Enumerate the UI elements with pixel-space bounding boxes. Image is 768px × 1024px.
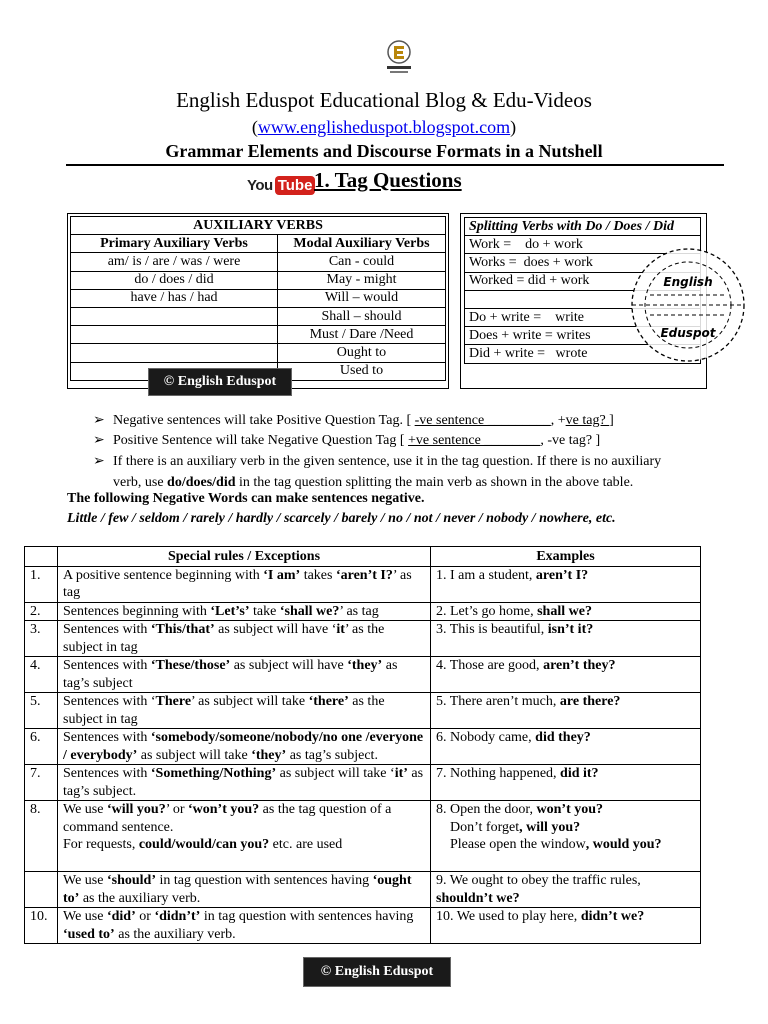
bullet-rule-positive: ➢ Positive Sentence will take Negative Question Tag [ +ve sentence ________, -ve tag? ] — [93, 430, 713, 451]
bullet-rule-auxiliary-cont: verb, use do/does/did in the tag question splitting the main verb as shown in the above table. — [113, 475, 634, 490]
rule-number: 3. — [25, 621, 58, 657]
split-cell: Work = do + work — [465, 236, 701, 254]
arrow-bullet-icon: ➢ — [93, 454, 105, 469]
stamp-bottom-text: Eduspot — [660, 326, 716, 340]
youtube-logo-icon — [247, 174, 315, 196]
url-open-paren: ( — [251, 117, 258, 137]
stamp-top-text: English — [663, 275, 713, 289]
blog-title: English Eduspot Educational Blog & Edu-Videos — [176, 88, 592, 112]
table-row — [25, 657, 701, 693]
header-divider — [66, 164, 724, 166]
aux-table-title: AUXILIARY VERBS — [71, 217, 446, 235]
primary-aux-cell: do / does / did — [71, 271, 278, 289]
split-table-title: Splitting Verbs with Do / Does / Did — [465, 218, 701, 236]
rule-number: 7. — [25, 765, 58, 801]
modal-aux-header: Modal Auxiliary Verbs — [278, 235, 446, 253]
modal-aux-cell: Must / Dare /Need — [278, 326, 446, 344]
modal-aux-cell: May - might — [278, 271, 446, 289]
rule-example: 7. Nothing happened, did it? — [431, 765, 701, 801]
rule-number — [25, 872, 58, 908]
aux-table-row — [71, 326, 446, 344]
rule-example: 4. Those are good, aren’t they? — [431, 657, 701, 693]
rules-header: Special rules / Exceptions — [58, 547, 431, 567]
modal-aux-cell: Ought to — [278, 344, 446, 362]
logo-icon — [379, 36, 419, 76]
primary-aux-cell: am/ is / are / was / were — [71, 253, 278, 271]
blog-url-line — [0, 117, 768, 138]
youtube-tube-text: Tube — [275, 176, 316, 195]
copyright-badge: © English Eduspot — [148, 368, 292, 396]
primary-aux-cell — [71, 344, 278, 362]
table-row — [25, 801, 701, 872]
rule-text: Sentences with ‘These/those’ as subject will have ‘they’ as tag’s subject — [58, 657, 431, 693]
rule-number: 6. — [25, 729, 58, 765]
bullet-rule-auxiliary: ➢ If there is an auxiliary verb in the given sentence, use it in the tag question. If there is no auxiliary — [93, 451, 713, 472]
examples-header: Examples — [431, 547, 701, 567]
rule-example: 5. There aren’t much, are there? — [431, 693, 701, 729]
rule-text: We use ‘will you?’ or ‘won’t you? as the tag question of a command sentence. For requests, could/would/can you? etc. are used — [58, 801, 431, 872]
rule-number: 10. — [25, 908, 58, 944]
rule-number: 4. — [25, 657, 58, 693]
split-cell: Worked = did + work — [465, 272, 701, 290]
rule-number: 8. — [25, 801, 58, 872]
aux-table-body — [71, 253, 446, 380]
aux-table-row — [71, 271, 446, 289]
negative-words-title: The following Negative Words can make sentences negative. — [67, 491, 425, 506]
table-row — [25, 693, 701, 729]
rule-text: Sentences with ‘There’ as subject will take ‘there’ as the subject in tag — [58, 693, 431, 729]
split-cell: Works = does + work — [465, 254, 701, 272]
primary-aux-cell — [71, 307, 278, 325]
rules-table-body — [25, 566, 701, 944]
table-row — [25, 729, 701, 765]
primary-aux-cell: have / has / had — [71, 289, 278, 307]
aux-table-row — [71, 344, 446, 362]
blog-url-link[interactable]: www.englisheduspot.blogspot.com — [257, 117, 511, 137]
aux-table-row — [71, 307, 446, 325]
split-cell: Does + write = writes — [465, 327, 701, 345]
rule-text: Sentences with ‘This/that’ as subject will have ‘it’ as the subject in tag — [58, 621, 431, 657]
rule-text: We use ‘did’ or ‘didn’t’ in tag question with sentences having ‘used to’ as the auxiliary verb. — [58, 908, 431, 944]
rule-text: Sentences with ‘somebody/someone/nobody/no one /everyone / everybody’ as subject will take ‘they’ as tag’s subject. — [58, 729, 431, 765]
rule-text: We use ‘should’ in tag question with sentences having ‘ought to’ as the auxiliary verb. — [58, 872, 431, 908]
rule-text: Sentences beginning with ‘Let’s’ take ‘shall we?’ as tag — [58, 602, 431, 621]
arrow-bullet-icon: ➢ — [93, 413, 105, 428]
table-row — [25, 908, 701, 944]
section-title: 1. Tag Questions — [314, 168, 462, 192]
rule-example: 3. This is beautiful, isn’t it? — [431, 621, 701, 657]
rule-number: 2. — [25, 602, 58, 621]
bullet-rule-negative: ➢ Negative sentences will take Positive Question Tag. [ -ve sentence _________, +ve tag? ] — [93, 410, 713, 431]
primary-aux-cell — [71, 326, 278, 344]
auxiliary-verbs-box — [67, 213, 449, 389]
copyright-badge: © English Eduspot — [303, 957, 451, 987]
table-row — [25, 872, 701, 908]
url-close-paren: ) — [510, 117, 517, 137]
negative-words-list: Little / few / seldom / rarely / hardly / scarcely / barely / no / not / never / nobody / nowhere, etc. — [67, 511, 616, 526]
table-row — [25, 621, 701, 657]
modal-aux-cell: Shall – should — [278, 307, 446, 325]
rule-number: 1. — [25, 566, 58, 602]
table-row — [25, 765, 701, 801]
aux-table-row — [71, 289, 446, 307]
rule-text: A positive sentence beginning with ‘I am’ takes ‘aren’t I?’ as tag — [58, 566, 431, 602]
rule-example: 6. Nobody came, did they? — [431, 729, 701, 765]
table-row — [25, 566, 701, 602]
modal-aux-cell: Will – would — [278, 289, 446, 307]
rule-example: 2. Let’s go home, shall we? — [431, 602, 701, 621]
rule-example: 10. We used to play here, didn’t we? — [431, 908, 701, 944]
table-row — [25, 602, 701, 621]
auxiliary-verbs-table — [70, 216, 446, 381]
split-cell: Do + write = write — [465, 308, 701, 326]
rules-number-header — [25, 547, 58, 567]
primary-aux-header: Primary Auxiliary Verbs — [71, 235, 278, 253]
rule-example: 9. We ought to obey the traffic rules, shouldn’t we? — [431, 872, 701, 908]
split-cell: Did + write = wrote — [465, 345, 701, 363]
modal-aux-cell: Used to — [278, 362, 446, 380]
aux-table-row — [71, 253, 446, 271]
special-rules-table — [24, 546, 701, 944]
arrow-bullet-icon: ➢ — [93, 433, 105, 448]
modal-aux-cell: Can - could — [278, 253, 446, 271]
document-heading: Grammar Elements and Discourse Formats in a Nutshell — [165, 141, 603, 161]
youtube-you-text: You — [247, 176, 273, 194]
rule-example: 8. Open the door, won’t you? Don’t forget, will you? Please open the window, would you? — [431, 801, 701, 872]
rule-text: Sentences with ‘Something/Nothing’ as subject will take ‘it’ as tag’s subject. — [58, 765, 431, 801]
rule-example: 1. I am a student, aren’t I? — [431, 566, 701, 602]
rule-number: 5. — [25, 693, 58, 729]
english-eduspot-stamp-icon — [630, 246, 747, 364]
